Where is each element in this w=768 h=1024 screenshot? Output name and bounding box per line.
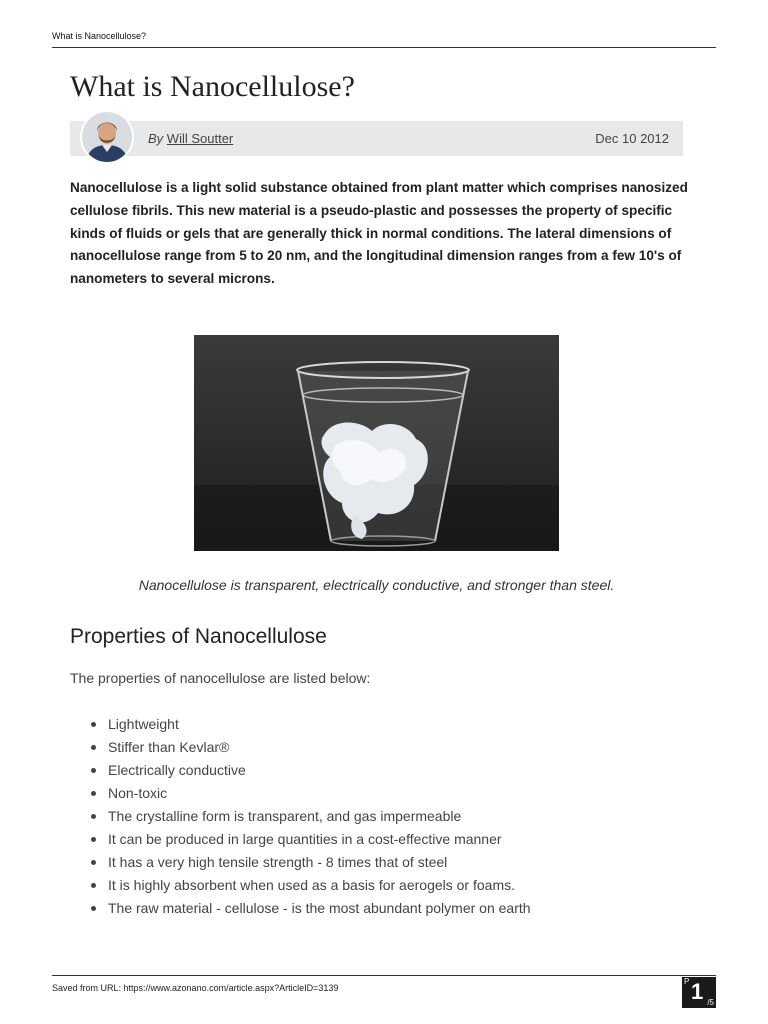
by-label: By [148, 131, 164, 146]
bullet-icon [91, 860, 96, 865]
list-item: The crystalline form is transparent, and gas impermeable [70, 805, 531, 828]
list-item: It has a very high tensile strength - 8 times that of steel [70, 851, 531, 874]
list-item: Non-toxic [70, 782, 531, 805]
list-item: Electrically conductive [70, 759, 531, 782]
bullet-icon [91, 906, 96, 911]
author-avatar [82, 112, 132, 162]
bullet-icon [91, 837, 96, 842]
header-divider [52, 47, 716, 48]
bullet-icon [91, 791, 96, 796]
author-link[interactable]: Will Soutter [166, 131, 234, 146]
bullet-icon [91, 883, 96, 888]
saved-from-url: Saved from URL: https://www.azonano.com/article.aspx?ArticleID=3139 [52, 983, 339, 993]
nanocellulose-photo [194, 335, 559, 551]
publish-date: Dec 10 2012 [595, 131, 669, 146]
bullet-icon [91, 768, 96, 773]
page-number-badge [682, 977, 716, 1008]
page-prefix: P [684, 977, 690, 986]
running-header-title: What is Nanocellulose? [52, 31, 147, 41]
author-line [148, 131, 233, 146]
bullet-icon [91, 745, 96, 750]
properties-list [70, 713, 531, 920]
page-number: 1 [691, 979, 704, 1004]
bullet-icon [91, 814, 96, 819]
footer-divider [52, 975, 716, 976]
list-item: Stiffer than Kevlar® [70, 736, 531, 759]
bullet-icon [91, 722, 96, 727]
list-item: It is highly absorbent when used as a basis for aerogels or foams. [70, 874, 531, 897]
byline-bar [70, 121, 683, 156]
list-item: The raw material - cellulose - is the most abundant polymer on earth [70, 897, 531, 920]
article-title: What is Nanocellulose? [70, 70, 355, 103]
page-total: /5 [707, 998, 714, 1007]
list-item: It can be produced in large quantities in a cost-effective manner [70, 828, 531, 851]
list-item: Lightweight [70, 713, 531, 736]
section-lead: The properties of nanocellulose are listed below: [70, 670, 371, 686]
intro-paragraph: Nanocellulose is a light solid substance obtained from plant matter which comprises nanosized cellulose fibrils. This new material is a pseudo-plastic and possesses the property of specific kinds of fluids or gels that are generally thick in normal conditions. The lateral dimensions of nanocellulose range from 5 to 20 nm, and the longitudinal dimension ranges from a few 10's of nanometers to several microns. [70, 180, 688, 287]
figure-caption: Nanocellulose is transparent, electrically conductive, and stronger than steel. [138, 577, 615, 593]
section-heading: Properties of Nanocellulose [70, 625, 327, 648]
